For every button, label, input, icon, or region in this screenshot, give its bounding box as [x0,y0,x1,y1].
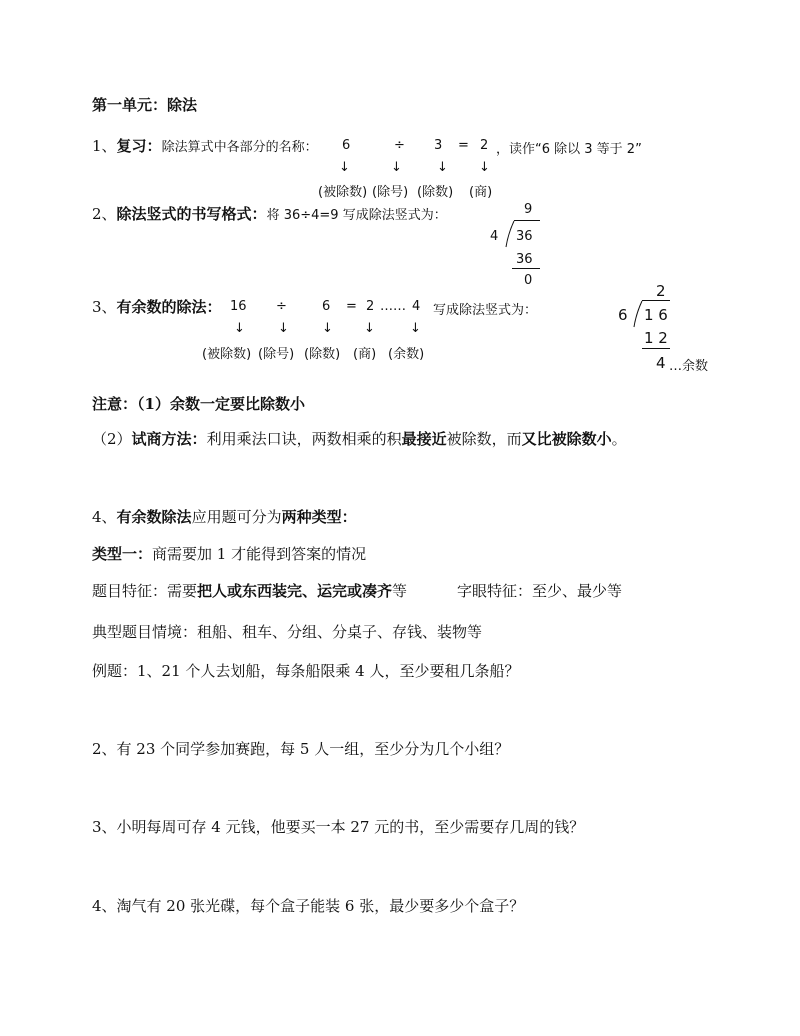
down-arrow-icon: ↓ [234,321,245,336]
keyword-feature: 字眼特征：至少、最少等 [457,582,623,600]
section1-heading [92,137,318,157]
name-dividend: (被除数) [318,185,368,200]
note-1-prefix: 注意：（1） [92,395,170,413]
note-2-prefix: （2） [92,430,132,448]
example-question-1: 例题：1、21 个人去划船，每条船限乘 4 人，至少要租几条船？ [92,662,520,680]
feature-text-1: 题目特征：需要 [92,582,198,600]
note-1 [92,395,305,413]
note-1-text: 余数一定要比除数小 [169,395,305,413]
section1-divide-sign: ÷ [394,138,405,153]
down-arrow-icon: ↓ [479,160,490,175]
vertical-product: 1 2 [644,329,668,347]
vertical-remainder-note: …余数 [669,359,709,374]
section1-reading: ，读作“6 除以 3 等于 2” [496,142,642,157]
vertical-dividend: 1 6 [644,306,668,324]
section4-text: 应用题可分为 [191,508,282,526]
section1-quotient: 2 [480,138,489,153]
down-arrow-icon: ↓ [339,160,350,175]
section2-num: 2、 [92,205,117,223]
long-division-36-by-4 [480,200,560,290]
name-divide-sign: (除号) [372,185,409,200]
section3-label: 有余数的除法： [116,298,222,316]
down-arrow-icon: ↓ [278,321,289,336]
section3-num: 3、 [92,298,117,316]
name-divisor: (除数) [304,347,341,362]
typical-scenarios: 典型题目情境：租船、租车、分组、分桌子、存钱、装物等 [92,623,483,641]
section1-num: 1、 [92,137,117,155]
name-quotient: (商) [469,185,493,200]
type-one-text: 商需要加 1 才能得到答案的情况 [152,545,367,563]
section1-dividend: 6 [342,138,351,153]
question-3: 3、小明每周可存 4 元钱，他要买一本 27 元的书，至少需要存几周的钱？ [92,818,585,836]
type-one-label: 类型一： [92,545,153,563]
name-dividend: (被除数) [202,347,252,362]
name-divide-sign: (除号) [258,347,295,362]
vertical-quotient: 9 [524,202,533,217]
note-2-text-3: 。 [611,430,627,448]
section4-bold-2: 两种类型： [281,508,357,526]
division-bracket-icon [504,220,516,248]
section1-text: 除法算式中各部分的名称： [161,140,318,155]
section4-bold-1: 有余数除法 [116,508,192,526]
section3-divisor: 6 [322,299,331,314]
name-quotient: (商) [353,347,377,362]
name-divisor: (除数) [417,185,454,200]
section2-heading [92,205,447,225]
down-arrow-icon: ↓ [410,321,421,336]
section4-num: 4、 [92,508,117,526]
vertical-divisor: 6 [618,306,628,324]
feature-bold: 把人或东西装完、运完或凑齐 [197,582,393,600]
section2-text: 将 36÷4=9 写成除法竖式为： [266,208,447,223]
long-division-16-by-6 [612,278,732,374]
division-bracket-icon [632,300,644,328]
section3-ellipsis: …… [380,299,406,314]
question-2: 2、有 23 个同学参加赛跑，每 5 人一组，至少分为几个小组？ [92,740,510,758]
section3-divide-sign: ÷ [276,299,287,314]
down-arrow-icon: ↓ [322,321,333,336]
section3-text: 写成除法竖式为： [433,303,538,318]
note-2-text-2: 被除数，而 [446,430,522,448]
note-2-text-1: 利用乘法口诀，两数相乘的积 [206,430,402,448]
section3-remainder: 4 [412,299,421,314]
note-2-label: 试商方法： [131,430,207,448]
feature-text-2: 等 [392,582,408,600]
vertical-remainder: 4 [656,354,666,372]
unit-title: 第一单元：除法 [92,96,198,114]
name-remainder: (余数) [388,347,425,362]
question-4: 4、淘气有 20 张光碟，每个盒子能装 6 张，最少要多少个盒子？ [92,897,525,915]
section3-equals: = [346,299,357,314]
note-2-bold-2: 又比被除数小 [521,430,612,448]
section3-dividend: 16 [230,299,247,314]
question-feature [92,582,407,600]
section4-heading [92,508,357,526]
vertical-product: 36 [516,252,533,267]
section2-label: 除法竖式的书写格式： [116,205,267,223]
note-2-bold-1: 最接近 [401,430,447,448]
section1-equals: = [458,138,469,153]
down-arrow-icon: ↓ [437,160,448,175]
vertical-dividend: 36 [516,229,533,244]
section1-label: 复习： [116,137,162,155]
section1-divisor: 3 [434,138,443,153]
section3-quotient: 2 [366,299,375,314]
vertical-quotient: 2 [656,282,666,300]
vertical-remainder: 0 [524,273,533,288]
section3-heading [92,298,222,316]
type-one [92,545,366,563]
vertical-divisor: 4 [490,229,499,244]
note-2 [92,430,627,448]
down-arrow-icon: ↓ [364,321,375,336]
down-arrow-icon: ↓ [391,160,402,175]
